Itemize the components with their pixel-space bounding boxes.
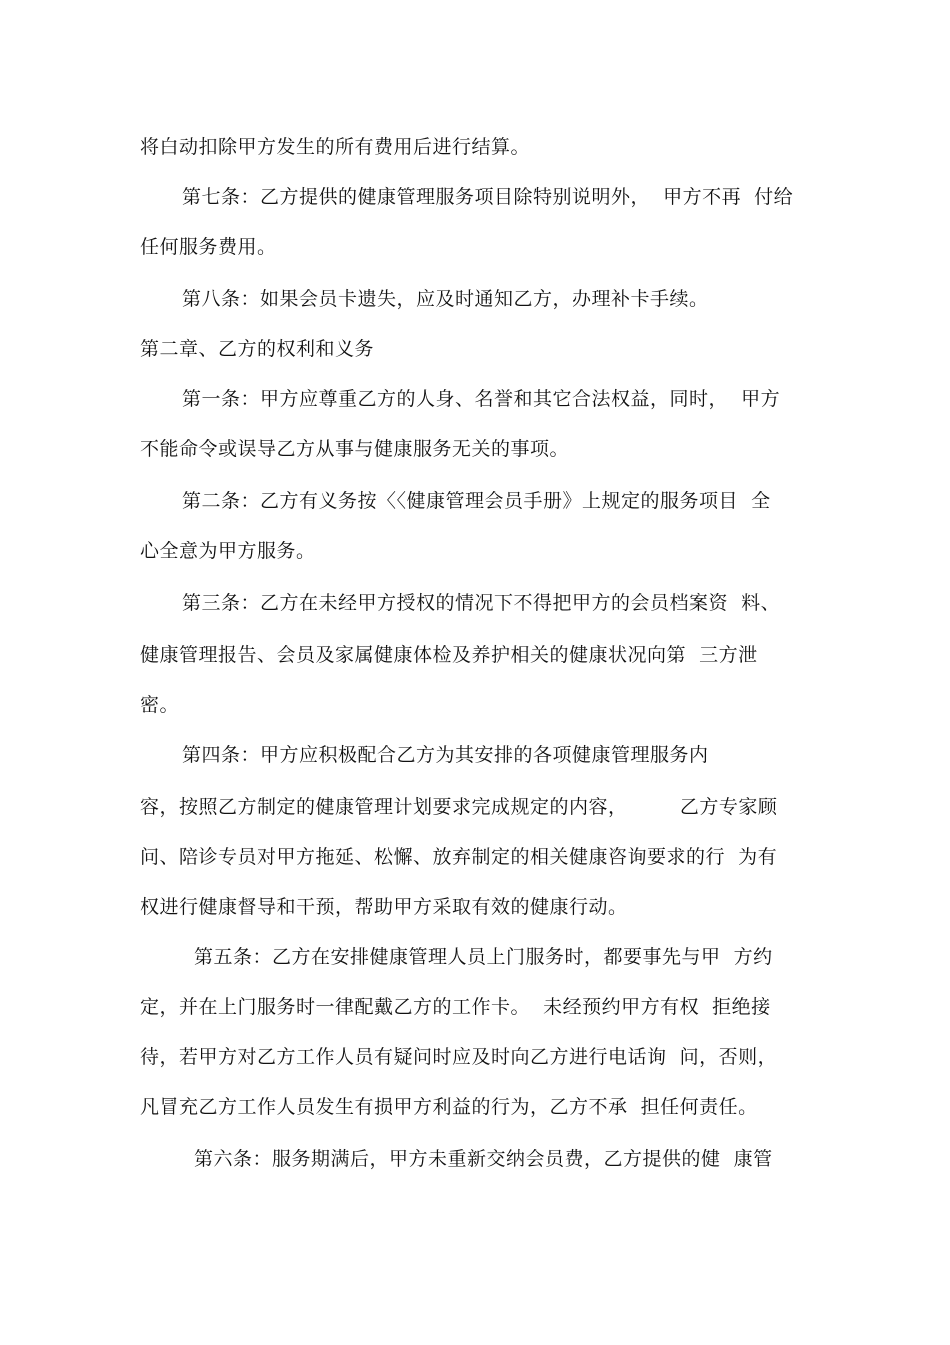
article-4-line-4: 权进行健康督导和干预，帮助甲方采取有效的健康行动。 [140, 896, 628, 918]
article-5-line-3: 待，若甲方对乙方工作人员有疑问时应及时向乙方进行电话询 问，否则， [140, 1046, 778, 1068]
article-7-line-2: 任何服务费用。 [140, 236, 277, 258]
article-5-line-4: 凡冒充乙方工作人员发生有损甲方利益的行为，乙方不承 担任何责任。 [140, 1096, 758, 1118]
article-2-line-2: 心全意为甲方服务。 [140, 540, 316, 562]
article-3-line-2: 健康管理报告、会员及家属健康体检及养护相关的健康状况向第 三方泄 [140, 644, 758, 666]
article-3-line-3: 密。 [140, 694, 180, 716]
article-5-line-2: 定，并在上门服务时一律配戴乙方的工作卡。 未经预约甲方有权 拒绝接 [140, 996, 771, 1018]
article-4-line-1: 第四条：甲方应积极配合乙方为其安排的各项健康管理服务内 [182, 744, 709, 766]
article-4-line-2: 容，按照乙方制定的健康管理计划要求完成规定的内容， 乙方专家顾 [140, 796, 778, 818]
article-5-line-1: 第五条：乙方在安排健康管理人员上门服务时，都要事先与甲 方约 [194, 946, 773, 968]
text-line-settlement: 将白动扣除甲方发生的所有费用后进行结算。 [140, 136, 531, 158]
article-6-line-1: 第六条：服务期满后，甲方未重新交纳会员费，乙方提供的健 康管 [194, 1148, 773, 1170]
chapter-2-heading: 第二章、乙方的权利和义务 [140, 338, 375, 360]
article-1-line-2: 不能命令或误导乙方从事与健康服务无关的事项。 [140, 438, 570, 460]
article-4-line-3: 问、陪诊专员对甲方拖延、松懈、放弃制定的相关健康咨询要求的行 为有 [140, 846, 778, 868]
article-7-line-1: 第七条：乙方提供的健康管理服务项目除特别说明外， 甲方不再 付给 [182, 186, 794, 208]
article-8-line: 第八条：如果会员卡遗失，应及时通知乙方，办理补卡手续。 [182, 288, 709, 310]
article-1-line-1: 第一条：甲方应尊重乙方的人身、名誉和其它合法权益，同时， 甲方 [182, 388, 781, 410]
article-2-line-1: 第二条：乙方有义务按〈〈健康管理会员手册》上规定的服务项目 全 [182, 490, 771, 512]
article-3-line-1: 第三条：乙方在未经甲方授权的情况下不得把甲方的会员档案资 料、 [182, 592, 781, 614]
